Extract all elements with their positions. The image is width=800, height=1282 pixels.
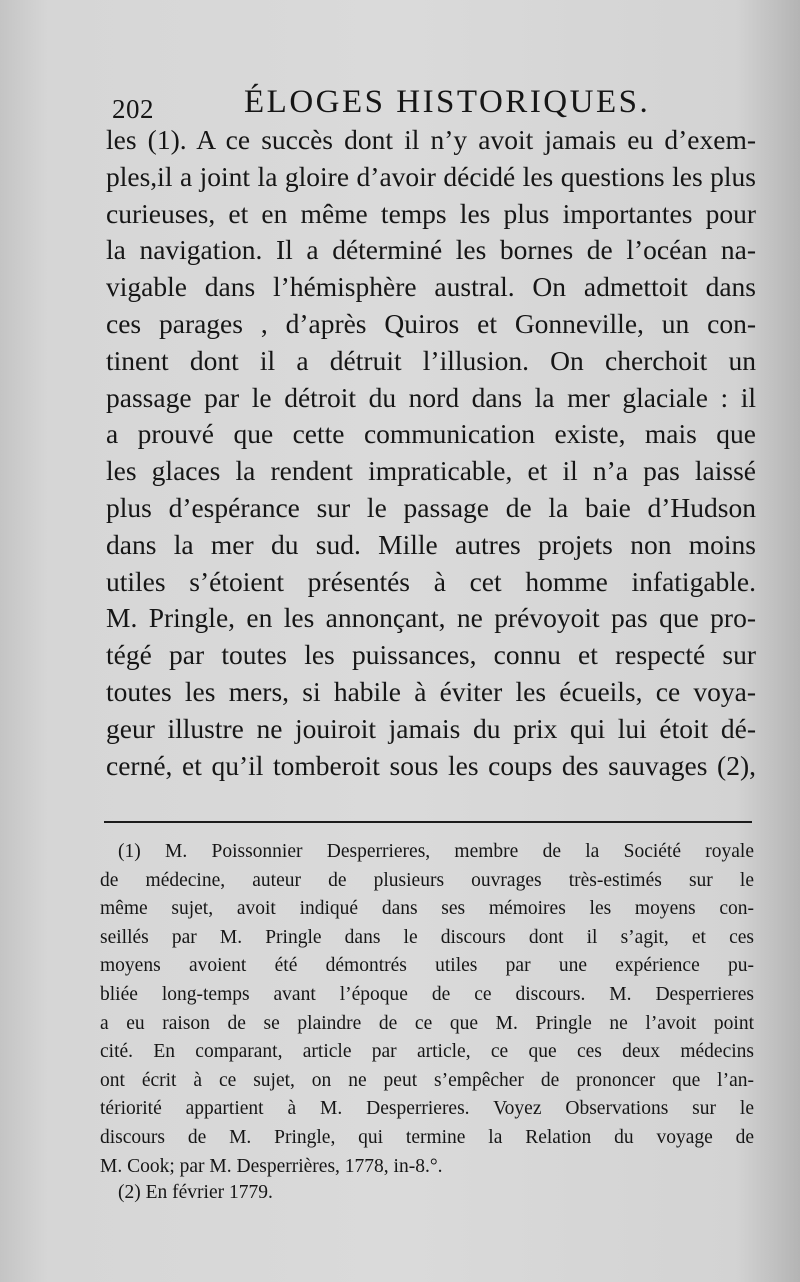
- body-line: les glaces la rendent impraticable, et il n’a pas laissé: [106, 455, 756, 487]
- footnote-line: bliée long-temps avant l’époque de ce discours. M. Desperrieres: [100, 983, 754, 1005]
- footnote-1: [100, 838, 754, 1181]
- footnote-line: moyens avoient été démontrés utiles par une expérience pu-: [100, 955, 754, 977]
- body-line: ces parages , d’après Quiros et Gonneville, un con-: [106, 307, 756, 339]
- footnote-2: (2) En février 1779.: [118, 1182, 273, 1203]
- body-line: tégé par toutes les puissances, connu et respecté sur: [106, 639, 756, 671]
- footnote-rule: [104, 821, 752, 823]
- footnote-line: cité. En comparant, article par article, ce que ces deux médecins: [100, 1041, 754, 1063]
- body-line: passage par le détroit du nord dans la mer glaciale : il: [106, 381, 756, 413]
- footnote-line: (1) M. Poissonnier Desperrieres, membre de la Société royale: [118, 841, 754, 862]
- footnote-line: discours de M. Pringle, qui termine la Relation du voyage de: [100, 1126, 754, 1148]
- body-line: plus d’espérance sur le passage de la baie d’Hudson: [106, 491, 756, 523]
- body-line: M. Pringle, en les annonçant, ne prévoyoit pas que pro-: [106, 602, 756, 634]
- body-line: dans la mer du sud. Mille autres projets non moins: [106, 528, 756, 560]
- body-line: les (1). A ce succès dont il n’y avoit jamais eu d’exem-: [106, 124, 756, 155]
- body-line: la navigation. Il a déterminé les bornes de l’océan na-: [106, 234, 756, 266]
- body-line: geur illustre ne jouiroit jamais du prix qui lui étoit dé-: [106, 712, 756, 744]
- footnote-line: M. Cook; par M. Desperrières, 1778, in-8.°.: [100, 1155, 443, 1177]
- footnote-line: tériorité appartient à M. Desperrieres. Voyez Observations sur le: [100, 1098, 754, 1120]
- body-text: [106, 122, 756, 784]
- footnote-line: a eu raison de se plaindre de ce que M. Pringle ne l’avoit point: [100, 1012, 754, 1034]
- footnote-line: ont écrit à ce sujet, on ne peut s’empêcher de prononcer que l’an-: [100, 1069, 754, 1091]
- body-line: ples,il a joint la gloire d’avoir décidé les questions les plus: [106, 160, 756, 192]
- footnote-line: de médecine, auteur de plusieurs ouvrages très-estimés sur le: [100, 869, 754, 891]
- body-line: a prouvé que cette communication existe, mais que: [106, 418, 756, 450]
- body-line: vigable dans l’hémisphère austral. On admettoit dans: [106, 271, 756, 303]
- body-line: tinent dont il a détruit l’illusion. On cherchoit un: [106, 344, 756, 376]
- body-line: toutes les mers, si habile à éviter les écueils, ce voya-: [106, 675, 756, 707]
- page-number: 202: [112, 94, 154, 124]
- footnote-line: seillés par M. Pringle dans le discours dont il s’agit, et ces: [100, 926, 754, 948]
- body-line: cerné, et qu’il tomberoit sous les coups des sauvages (2),: [106, 749, 756, 781]
- page-header: [112, 84, 752, 126]
- footnote-line: même sujet, avoit indiqué dans ses mémoires les moyens con-: [100, 898, 754, 920]
- body-line: curieuses, et en même temps les plus importantes pour: [106, 197, 756, 229]
- body-line: utiles s’étoient présentés à cet homme infatigable.: [106, 565, 756, 597]
- running-title: ÉLOGES HISTORIQUES.: [244, 84, 651, 120]
